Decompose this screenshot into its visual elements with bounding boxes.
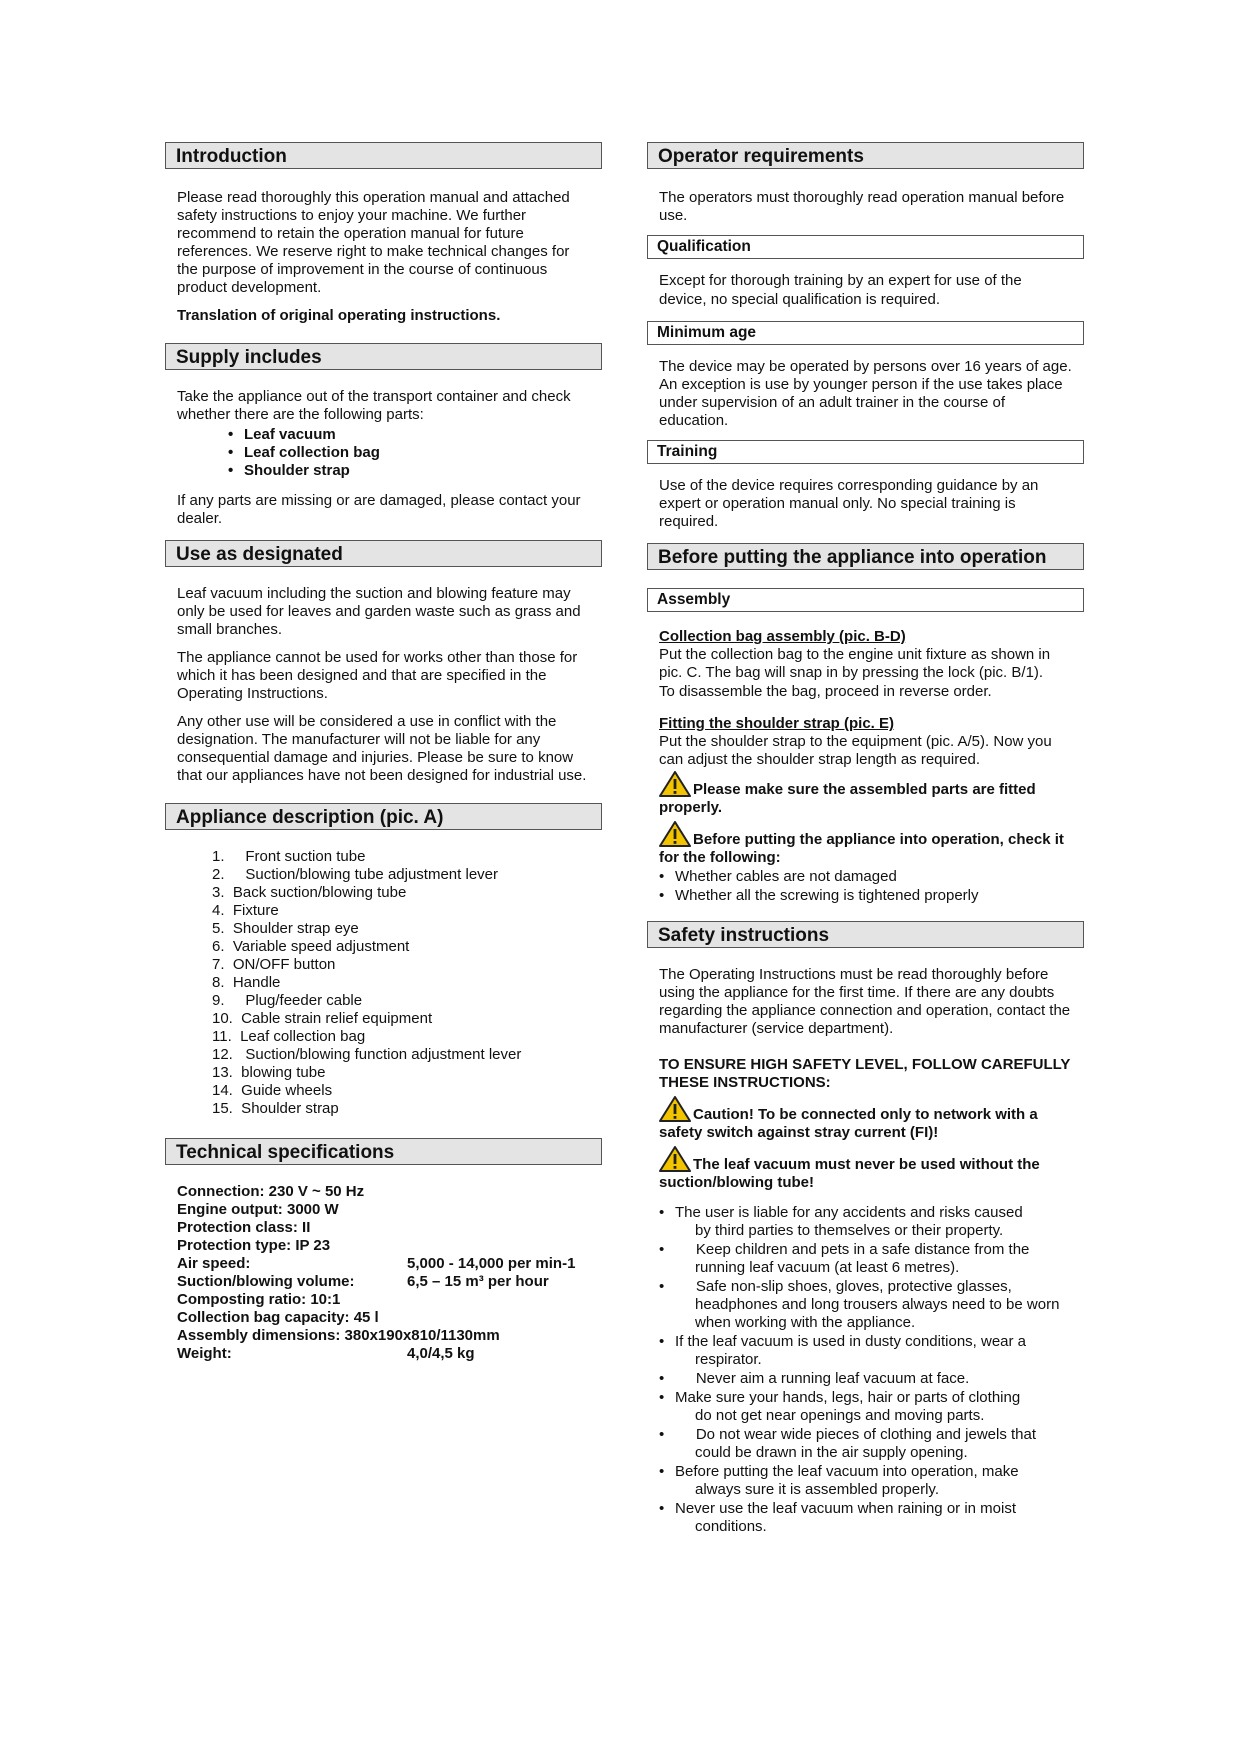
list-item: 1. Front suction tube xyxy=(212,848,366,865)
warning-text: Before putting the appliance into operation, check it for the following: xyxy=(659,831,1064,866)
warning-check-before-operation xyxy=(647,821,1084,867)
tech-specs-table xyxy=(165,1183,602,1363)
use-paragraph-3: Any other use will be considered a use in conflict with the designation. The manufacturer will not be liable for any consequential damage and injuries. Please be sure to know that our appliances have not been designed for industrial use. xyxy=(177,713,587,784)
warning-network-safety-switch xyxy=(647,1096,1084,1142)
list-item: 2. Suction/blowing tube adjustment lever xyxy=(212,866,498,883)
list-item: • Shoulder strap xyxy=(228,462,590,480)
spec-row xyxy=(177,1255,590,1273)
intro-text: Please read thoroughly this operation manual and attached safety instructions to enjoy your machine. We further recommend to retain the operation manual for future references. We reserve right to make technical changes for the purpose of improvement in the course of continuous product development. xyxy=(177,189,570,296)
safety-rules-list xyxy=(647,1204,1084,1536)
list-item: 9. Plug/feeder cable xyxy=(212,992,363,1009)
spec-row xyxy=(177,1237,590,1255)
spec-row xyxy=(177,1327,590,1345)
spec-row xyxy=(177,1219,590,1237)
right-column xyxy=(647,142,1084,1537)
appliance-parts-list xyxy=(165,848,602,1118)
spec-key: Protection type: IP 23 xyxy=(177,1237,331,1254)
check-list xyxy=(647,867,1084,905)
training-text: Use of the device requires corresponding guidance by an expert or operation manual only. No special training is required. xyxy=(659,477,1039,530)
spec-value: 6,5 – 15 m³ per hour xyxy=(407,1273,549,1290)
list-item: 13. blowing tube xyxy=(212,1064,326,1081)
qualification-text: Except for thorough training by an expert for use of the device, no special qualification is required. xyxy=(659,272,1022,308)
list-item: • Whether all the screwing is tightened properly xyxy=(659,886,1072,905)
section-heading-before-operation: Before putting the appliance into operation xyxy=(647,543,1084,570)
shoulder-strap-heading: Fitting the shoulder strap (pic. E) xyxy=(659,715,895,732)
supply-after-text: If any parts are missing or are damaged, please contact your dealer. xyxy=(177,492,581,527)
section-heading-introduction: Introduction xyxy=(165,142,602,169)
list-item: • The user is liable for any accidents and risks caused by third parties to themselves or their property. xyxy=(659,1204,1072,1240)
list-item: • Leaf vacuum xyxy=(228,426,590,444)
subheading-minimum-age: Minimum age xyxy=(647,321,1084,345)
list-item: 5. Shoulder strap eye xyxy=(212,920,359,937)
section-heading-operator: Operator requirements xyxy=(647,142,1084,169)
list-item: 3. Back suction/blowing tube xyxy=(212,884,407,901)
list-item: 10. Cable strain relief equipment xyxy=(212,1010,433,1027)
list-item: 14. Guide wheels xyxy=(212,1082,333,1099)
bag-disassembly-text: To disassemble the bag, proceed in reverse order. xyxy=(659,683,992,700)
shoulder-strap-text: Put the shoulder strap to the equipment (pic. A/5). Now you can adjust the shoulder strap length as required. xyxy=(659,733,1052,768)
spec-row xyxy=(177,1345,590,1363)
safety-intro-text: The Operating Instructions must be read thoroughly before using the appliance for the first time. If there are any doubts regarding the appliance connection and operation, contact the manufacturer (service department). xyxy=(659,966,1071,1037)
operator-text: The operators must thoroughly read operation manual before use. xyxy=(659,189,1065,224)
warning-icon xyxy=(659,1146,691,1172)
spec-key: Collection bag capacity: 45 l xyxy=(177,1309,379,1326)
spec-value: 5,000 - 14,000 per min-1 xyxy=(407,1255,576,1272)
list-item: • Keep children and pets in a safe distance from the running leaf vacuum (at least 6 metres). xyxy=(659,1241,1072,1277)
spec-key: Weight: xyxy=(177,1345,232,1362)
warning-text: The leaf vacuum must never be used without the suction/blowing tube! xyxy=(659,1156,1040,1191)
list-item: • Never use the leaf vacuum when raining or in moist conditions. xyxy=(659,1500,1072,1536)
warning-text: Please make sure the assembled parts are fitted properly. xyxy=(659,781,1036,816)
spec-key: Engine output: 3000 W xyxy=(177,1201,339,1218)
spec-row xyxy=(177,1183,590,1201)
warning-icon xyxy=(659,821,691,847)
list-item: • If the leaf vacuum is used in dusty conditions, wear a respirator. xyxy=(659,1333,1072,1369)
translation-note: Translation of original operating instructions. xyxy=(177,307,501,324)
spec-value: 4,0/4,5 kg xyxy=(407,1345,475,1362)
spec-row xyxy=(177,1273,590,1291)
list-item: 7. ON/OFF button xyxy=(212,956,336,973)
list-item: 11. Leaf collection bag xyxy=(212,1028,366,1045)
list-item: • Never aim a running leaf vacuum at face. xyxy=(659,1370,1072,1388)
list-item: • Make sure your hands, legs, hair or parts of clothing do not get near openings and moving parts. xyxy=(659,1389,1072,1425)
spec-key: Connection: 230 V ~ 50 Hz xyxy=(177,1183,365,1200)
left-column xyxy=(165,142,602,1363)
section-heading-safety: Safety instructions xyxy=(647,921,1084,948)
warning-text: Caution! To be connected only to network with a safety switch against stray current (FI)! xyxy=(659,1106,1038,1141)
section-heading-use: Use as designated xyxy=(165,540,602,567)
section-heading-appliance: Appliance description (pic. A) xyxy=(165,803,602,830)
warning-icon xyxy=(659,1096,691,1122)
section-heading-tech-specs: Technical specifications xyxy=(165,1138,602,1165)
spec-key: Assembly dimensions: 380x190x810/1130mm xyxy=(177,1327,500,1344)
list-item: 6. Variable speed adjustment xyxy=(212,938,410,955)
supply-text: Take the appliance out of the transport container and check whether there are the following parts: xyxy=(177,388,571,423)
bag-assembly-text: Put the collection bag to the engine unit fixture as shown in pic. C. The bag will snap in by pressing the lock (pic. B/1). xyxy=(659,646,1051,681)
list-item: • Before putting the leaf vacuum into operation, make always sure it is assembled properly. xyxy=(659,1463,1072,1499)
safety-caps-notice: TO ENSURE HIGH SAFETY LEVEL, FOLLOW CAREFULLY THESE INSTRUCTIONS: xyxy=(659,1056,1071,1091)
spec-row xyxy=(177,1201,590,1219)
list-item: 12. Suction/blowing function adjustment lever xyxy=(212,1046,522,1063)
subheading-assembly: Assembly xyxy=(647,588,1084,612)
list-item: • Leaf collection bag xyxy=(228,444,590,462)
warning-icon xyxy=(659,771,691,797)
warning-fitted-properly xyxy=(647,771,1084,817)
subheading-training: Training xyxy=(647,440,1084,464)
use-paragraph-2: The appliance cannot be used for works other than those for which it has been designed and that are specified in the Operating Instructions. xyxy=(177,649,578,702)
list-item: • Safe non-slip shoes, gloves, protective glasses, headphones and long trousers always need to be worn when working with the appliance. xyxy=(659,1278,1072,1332)
spec-key: Suction/blowing volume: xyxy=(177,1273,355,1290)
section-heading-supply: Supply includes xyxy=(165,343,602,370)
minimum-age-text: The device may be operated by persons over 16 years of age. An exception is use by younger person if the use takes place under supervision of an adult trainer in the course of education. xyxy=(659,358,1072,429)
bag-assembly-heading: Collection bag assembly (pic. B-D) xyxy=(659,628,906,645)
list-item: 4. Fixture xyxy=(212,902,279,919)
subheading-qualification: Qualification xyxy=(647,235,1084,259)
supply-list xyxy=(165,426,602,480)
list-item: 8. Handle xyxy=(212,974,281,991)
list-item: 15. Shoulder strap xyxy=(212,1100,339,1117)
spec-key: Protection class: II xyxy=(177,1219,311,1236)
spec-row xyxy=(177,1291,590,1309)
warning-tube-required xyxy=(647,1146,1084,1192)
list-item: • Whether cables are not damaged xyxy=(659,867,1072,886)
spec-row xyxy=(177,1309,590,1327)
spec-key: Air speed: xyxy=(177,1255,251,1272)
spec-key: Composting ratio: 10:1 xyxy=(177,1291,341,1308)
list-item: • Do not wear wide pieces of clothing and jewels that could be drawn in the air supply opening. xyxy=(659,1426,1072,1462)
use-paragraph-1: Leaf vacuum including the suction and blowing feature may only be used for leaves and garden waste such as grass and small branches. xyxy=(177,585,581,638)
